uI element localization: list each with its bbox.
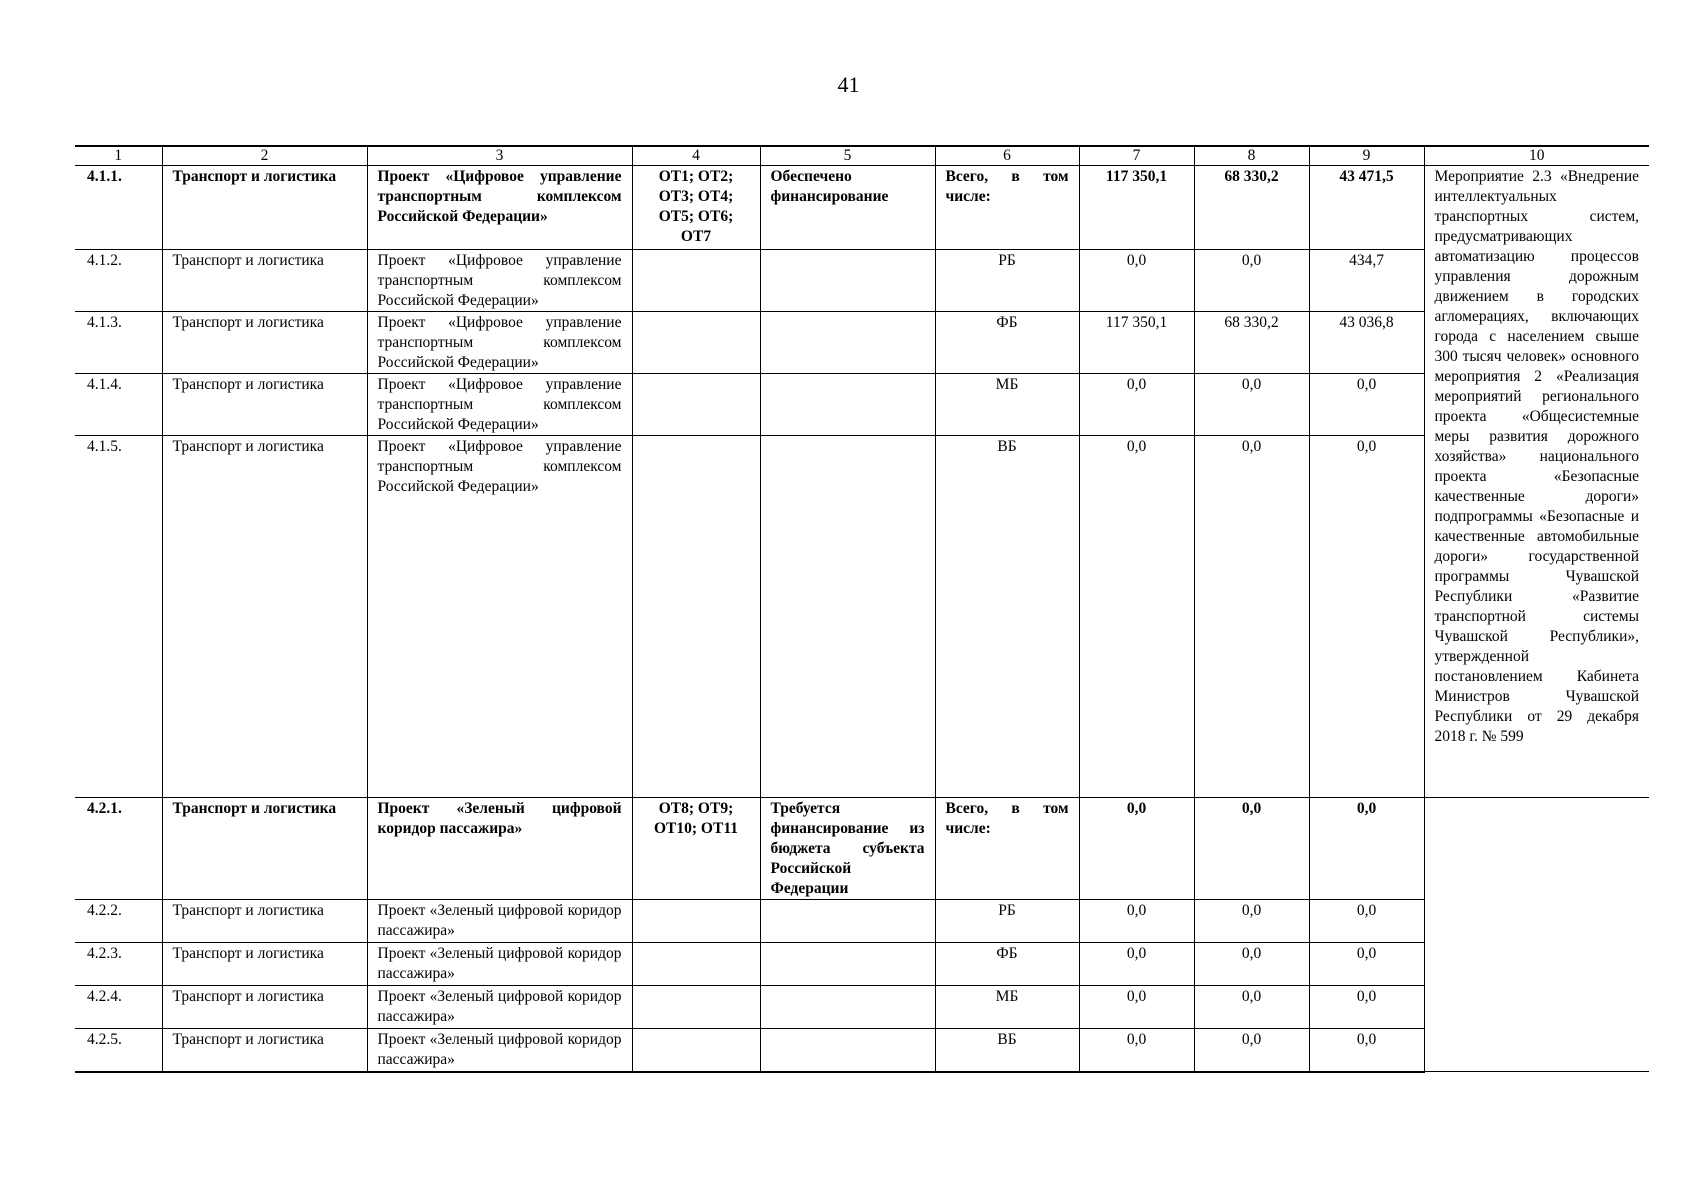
table-row: [75, 312, 1649, 374]
row-number: 4.1.2.: [75, 250, 162, 312]
value-col7: 0,0: [1079, 943, 1194, 986]
value-col7: 0,0: [1079, 250, 1194, 312]
project-cell: Проект «Цифровое управление транспортным комплексом Российской Федерации»: [367, 436, 632, 798]
source-cell: Всего, в том числе:: [935, 166, 1079, 250]
table-row: [75, 943, 1649, 986]
row-number: 4.2.3.: [75, 943, 162, 986]
source-cell: РБ: [935, 250, 1079, 312]
sector-cell: Транспорт и логистика: [162, 436, 367, 798]
indicators-cell: [632, 900, 760, 943]
value-col8: 0,0: [1194, 900, 1309, 943]
financing-status-cell: [760, 250, 935, 312]
value-col8: 68 330,2: [1194, 312, 1309, 374]
indicators-cell: ОТ8; ОТ9; ОТ10; ОТ11: [632, 798, 760, 900]
value-col9: 0,0: [1309, 1029, 1424, 1072]
value-col7: 0,0: [1079, 436, 1194, 798]
column-number: 4: [632, 146, 760, 166]
value-col8: 0,0: [1194, 986, 1309, 1029]
value-col8: 0,0: [1194, 436, 1309, 798]
column-number: 8: [1194, 146, 1309, 166]
sector-cell: Транспорт и логистика: [162, 166, 367, 250]
value-col9: 434,7: [1309, 250, 1424, 312]
sector-cell: Транспорт и логистика: [162, 1029, 367, 1072]
value-col7: 0,0: [1079, 798, 1194, 900]
project-cell: Проект «Зеленый цифровой коридор пассажира»: [367, 900, 632, 943]
value-col9: 43 036,8: [1309, 312, 1424, 374]
financing-status-cell: [760, 900, 935, 943]
sector-cell: Транспорт и логистика: [162, 312, 367, 374]
project-cell: Проект «Цифровое управление транспортным комплексом Российской Федерации»: [367, 166, 632, 250]
value-col8: 68 330,2: [1194, 166, 1309, 250]
project-cell: Проект «Зеленый цифровой коридор пассажира»: [367, 943, 632, 986]
table-row: [75, 166, 1649, 250]
financing-status-cell: [760, 436, 935, 798]
column-number-row: [75, 146, 1649, 166]
indicators-cell: [632, 943, 760, 986]
sector-cell: Транспорт и логистика: [162, 798, 367, 900]
sector-cell: Транспорт и логистика: [162, 374, 367, 436]
source-cell: МБ: [935, 986, 1079, 1029]
value-col7: 0,0: [1079, 986, 1194, 1029]
column-number: 2: [162, 146, 367, 166]
column-number: 9: [1309, 146, 1424, 166]
row-number: 4.1.5.: [75, 436, 162, 798]
row-number: 4.2.1.: [75, 798, 162, 900]
financing-status-cell: [760, 1029, 935, 1072]
value-col9: 0,0: [1309, 374, 1424, 436]
value-col7: 117 350,1: [1079, 166, 1194, 250]
source-cell: Всего, в том числе:: [935, 798, 1079, 900]
column-number: 10: [1424, 146, 1649, 166]
column-number: 7: [1079, 146, 1194, 166]
source-cell: ФБ: [935, 943, 1079, 986]
row-number: 4.1.3.: [75, 312, 162, 374]
financing-status-cell: [760, 986, 935, 1029]
value-col8: 0,0: [1194, 250, 1309, 312]
column-number: 6: [935, 146, 1079, 166]
indicators-cell: [632, 312, 760, 374]
table-row: [75, 986, 1649, 1029]
indicators-cell: [632, 436, 760, 798]
table-row: [75, 374, 1649, 436]
project-cell: Проект «Цифровое управление транспортным комплексом Российской Федерации»: [367, 250, 632, 312]
project-cell: Проект «Зеленый цифровой коридор пассажира»: [367, 1029, 632, 1072]
row-number: 4.2.4.: [75, 986, 162, 1029]
value-col8: 0,0: [1194, 943, 1309, 986]
indicators-cell: [632, 1029, 760, 1072]
project-cell: Проект «Цифровое управление транспортным комплексом Российской Федерации»: [367, 374, 632, 436]
value-col9: 43 471,5: [1309, 166, 1424, 250]
sector-cell: Транспорт и логистика: [162, 943, 367, 986]
source-cell: РБ: [935, 900, 1079, 943]
value-col8: 0,0: [1194, 374, 1309, 436]
column-number: 1: [75, 146, 162, 166]
note-cell: Мероприятие 2.3 «Внедрение интеллектуальных транспортных систем, предусматривающих автоматизацию процессов управления дорожным движением в городских агломерациях, включающих города с населением свыше 300 тысяч человек» основного мероприятия 2 «Реализация мероприятий регионального проекта «Общесистемные меры развития дорожного хозяйства» национального проекта «Безопасные качественные дороги» подпрограммы «Безопасные и качественные автомобильные дороги» государственной программы Чувашской Республики «Развитие транспортной системы Чувашской Республики», утвержденной постановлением Кабинета Министров Чувашской Республики от 29 декабря 2018 г. № 599: [1424, 166, 1649, 798]
source-cell: ФБ: [935, 312, 1079, 374]
indicators-cell: [632, 250, 760, 312]
sector-cell: Транспорт и логистика: [162, 250, 367, 312]
source-cell: МБ: [935, 374, 1079, 436]
value-col9: 0,0: [1309, 798, 1424, 900]
financing-status-cell: [760, 312, 935, 374]
row-number: 4.1.1.: [75, 166, 162, 250]
value-col7: 117 350,1: [1079, 312, 1194, 374]
row-number: 4.1.4.: [75, 374, 162, 436]
program-table: [75, 145, 1649, 1073]
project-cell: Проект «Зеленый цифровой коридор пассажира»: [367, 986, 632, 1029]
indicators-cell: ОТ1; ОТ2; ОТ3; ОТ4; ОТ5; ОТ6; ОТ7: [632, 166, 760, 250]
value-col9: 0,0: [1309, 986, 1424, 1029]
table-row: [75, 436, 1649, 798]
table-row: [75, 900, 1649, 943]
source-cell: ВБ: [935, 436, 1079, 798]
financing-status-cell: [760, 374, 935, 436]
value-col9: 0,0: [1309, 943, 1424, 986]
table-row: [75, 250, 1649, 312]
table-row: [75, 1029, 1649, 1072]
value-col9: 0,0: [1309, 900, 1424, 943]
row-number: 4.2.5.: [75, 1029, 162, 1072]
indicators-cell: [632, 374, 760, 436]
value-col8: 0,0: [1194, 1029, 1309, 1072]
sector-cell: Транспорт и логистика: [162, 900, 367, 943]
financing-status-cell: Требуется финансирование из бюджета субъекта Российской Федерации: [760, 798, 935, 900]
column-number: 5: [760, 146, 935, 166]
value-col7: 0,0: [1079, 900, 1194, 943]
value-col7: 0,0: [1079, 1029, 1194, 1072]
page-number: 41: [837, 72, 860, 97]
project-cell: Проект «Зеленый цифровой коридор пассажира»: [367, 798, 632, 900]
project-cell: Проект «Цифровое управление транспортным комплексом Российской Федерации»: [367, 312, 632, 374]
value-col7: 0,0: [1079, 374, 1194, 436]
value-col9: 0,0: [1309, 436, 1424, 798]
financing-status-cell: Обеспечено финансирование: [760, 166, 935, 250]
column-number: 3: [367, 146, 632, 166]
row-number: 4.2.2.: [75, 900, 162, 943]
indicators-cell: [632, 986, 760, 1029]
financing-status-cell: [760, 943, 935, 986]
sector-cell: Транспорт и логистика: [162, 986, 367, 1029]
note-cell-empty: [1424, 798, 1649, 1072]
value-col8: 0,0: [1194, 798, 1309, 900]
source-cell: ВБ: [935, 1029, 1079, 1072]
table-row: [75, 798, 1649, 900]
